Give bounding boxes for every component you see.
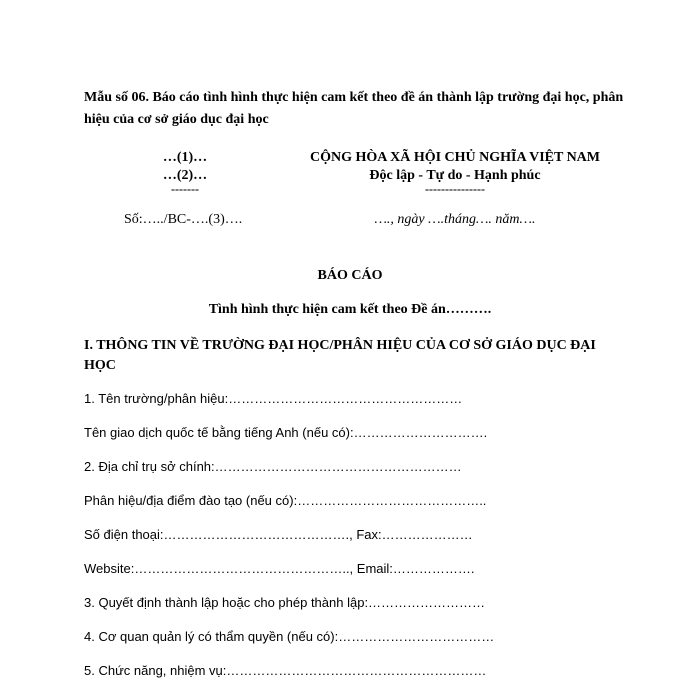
field-establishment-decision: 3. Quyết định thành lập hoặc cho phép thành lập:……………………… xyxy=(84,595,486,610)
field-managing-authority: 4. Cơ quan quản lý có thẩm quyền (nếu có):……………………………… xyxy=(84,629,495,644)
field-functions-duties: 5. Chức năng, nhiệm vụ:…………………………………………………… xyxy=(84,663,487,678)
national-title: CỘNG HÒA XÃ HỘI CHỦ NGHĨA VIỆT NAM xyxy=(309,150,600,165)
document-number: Số:…../BC-….(3)…. xyxy=(124,212,243,227)
right-header-divider: --------------- xyxy=(425,182,485,196)
field-phone-fax: Số điện thoại:……………………………………., Fax:………………… xyxy=(84,527,473,542)
issuing-authority-line: …(1)… xyxy=(162,150,208,165)
field-head-office-address: 2. Địa chỉ trụ sở chính:………………………………………………… xyxy=(84,459,462,474)
left-header-divider: ------- xyxy=(171,182,199,196)
report-subtitle: Tình hình thực hiện cam kết theo Đề án………. xyxy=(208,302,492,317)
issuing-unit-line: …(2)… xyxy=(162,168,208,183)
field-branch-address: Phân hiệu/địa điểm đào tạo (nếu có):…………………………………….. xyxy=(84,493,487,508)
date-line: …., ngày ….tháng…. năm…. xyxy=(374,212,536,227)
report-title: BÁO CÁO xyxy=(317,268,383,283)
template-title: Mẫu số 06. Báo cáo tình hình thực hiện cam kết theo đề án thành lập trường đại học, phân hiệu của cơ sở giáo dục đại học xyxy=(84,90,624,127)
field-international-name: Tên giao dịch quốc tế bằng tiếng Anh (nếu có):…………………………. xyxy=(84,425,488,440)
section-1-heading: I. THÔNG TIN VỀ TRƯỜNG ĐẠI HỌC/PHÂN HIỆU CỦA CƠ SỞ GIÁO DỤC ĐẠI HỌC xyxy=(84,338,596,373)
field-website-email: Website:………………………………………….., Email:………………. xyxy=(84,561,475,576)
field-school-name: 1. Tên trường/phân hiệu:……………………………………………… xyxy=(84,391,463,406)
national-motto: Độc lập - Tự do - Hạnh phúc xyxy=(369,168,541,183)
